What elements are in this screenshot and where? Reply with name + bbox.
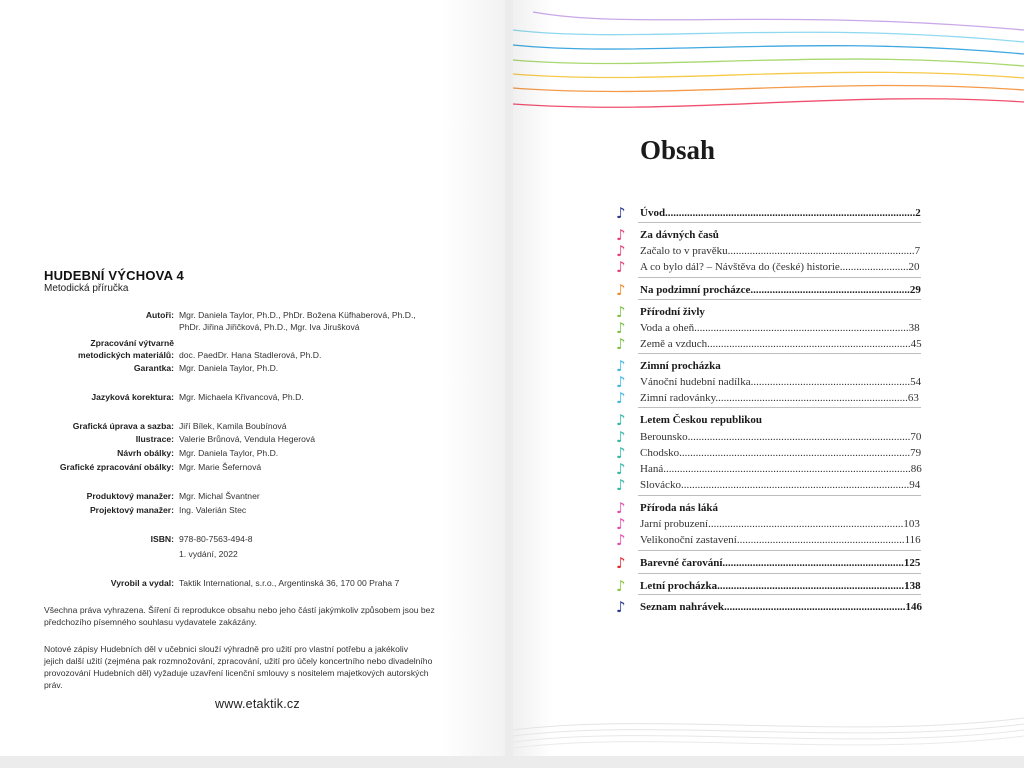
music-note-icon: ♪ xyxy=(616,428,626,446)
toc-entry-label: Začalo to v pravěku....................................................................7 xyxy=(640,245,921,257)
website-link[interactable]: www.etaktik.cz xyxy=(215,697,300,711)
toc-entry[interactable] xyxy=(613,359,923,374)
credit-value: Mgr. Daniela Taylor, Ph.D. xyxy=(179,448,279,458)
credit-label: Zpracování výtvarně xyxy=(90,338,174,348)
toc-entry[interactable] xyxy=(613,375,923,390)
toc-separator xyxy=(638,353,921,354)
toc-entry-label: Slovácko...................................................................................94 xyxy=(640,479,921,491)
credit-value: Mgr. Daniela Taylor, Ph.D., PhDr. Božena Küfhaberová, Ph.D., xyxy=(179,310,416,320)
toc-entry-label: A co bylo dál? – Návštěva do (české) historie.........................20 xyxy=(640,261,920,273)
credit-value: Mgr. Michaela Křivancová, Ph.D. xyxy=(179,392,304,402)
toc-entry-label: Seznam nahrávek..................................................................146 xyxy=(640,601,923,613)
music-note-icon: ♪ xyxy=(616,531,626,549)
credit-value: Jiří Bílek, Kamila Boubínová xyxy=(179,421,287,431)
toc-separator xyxy=(638,594,921,595)
music-note-icon: ♪ xyxy=(616,204,626,222)
toc-entry-label: Barevné čarování..................................................................125 xyxy=(640,557,921,569)
wave-line xyxy=(533,12,1024,30)
toc-entry-label: Voda a oheň..............................................................................38 xyxy=(640,322,920,334)
toc-entry[interactable] xyxy=(613,228,923,243)
notice-line: Notové zápisy Hudebních děl v učebnici slouží výhradně pro užití pro vlastní potřebu a jakékoliv xyxy=(44,644,409,654)
credit-label: Garantka: xyxy=(133,363,174,373)
toc-entry[interactable] xyxy=(613,600,923,615)
wave-line xyxy=(513,30,1024,42)
notice-line: práv. xyxy=(44,680,63,690)
toc-entry[interactable] xyxy=(613,337,923,352)
music-note-icon: ♪ xyxy=(616,389,626,407)
credit-value: Valerie Brůnová, Vendula Hegerová xyxy=(179,434,315,444)
toc-entry-label: Velikonoční zastavení.............................................................116 xyxy=(640,534,921,546)
music-note-icon: ♪ xyxy=(616,476,626,494)
copyright-notice xyxy=(44,643,484,691)
music-note-icon: ♪ xyxy=(616,598,626,616)
toc-separator xyxy=(638,550,921,551)
music-note-icon: ♪ xyxy=(616,242,626,260)
credit-value: PhDr. Jiřina Jiřičková, Ph.D., Mgr. Iva Jirušková xyxy=(179,322,360,332)
rights-notice xyxy=(44,604,484,628)
toc-entry-label: Za dávných časů xyxy=(640,229,719,241)
toc-entry[interactable] xyxy=(613,430,923,445)
toc-entry[interactable] xyxy=(613,283,923,298)
toc-entry-label: Letní procházka....................................................................138 xyxy=(640,580,921,592)
credit-label: Autoři: xyxy=(145,310,174,320)
toc-entry-label: Přírodní živly xyxy=(640,306,705,318)
music-note-icon: ♪ xyxy=(616,577,626,595)
wave-line xyxy=(513,85,1024,91)
toc-entry[interactable] xyxy=(613,206,923,221)
toc-entry[interactable] xyxy=(613,533,923,548)
toc-entry[interactable] xyxy=(613,501,923,516)
toc-separator xyxy=(638,299,921,300)
credit-label: Vyrobil a vydal: xyxy=(110,578,174,588)
right-gutter-shadow xyxy=(513,0,553,756)
music-note-icon: ♪ xyxy=(616,258,626,276)
music-note-icon: ♪ xyxy=(616,515,626,533)
toc-separator xyxy=(638,407,921,408)
toc-entry-label: Vánoční hudební nadílka..........................................................54 xyxy=(640,376,922,388)
credit-value: doc. PaedDr. Hana Stadlerová, Ph.D. xyxy=(179,350,322,360)
credit-value: Ing. Valerián Stec xyxy=(179,505,247,515)
credit-value: 1. vydání, 2022 xyxy=(179,549,238,559)
toc-entry-label: Na podzimní procházce..........................................................29 xyxy=(640,284,921,296)
toc-entry-label: Zimní procházka xyxy=(640,360,721,372)
music-note-icon: ♪ xyxy=(616,554,626,572)
music-note-icon: ♪ xyxy=(616,303,626,321)
toc-entry[interactable] xyxy=(613,446,923,461)
music-note-icon: ♪ xyxy=(616,319,626,337)
toc-separator xyxy=(638,222,921,223)
toc-title: Obsah xyxy=(640,135,716,165)
credit-label: Grafické zpracování obálky: xyxy=(59,462,174,472)
toc-separator xyxy=(638,277,921,278)
toc-entry[interactable] xyxy=(613,462,923,477)
toc-entry[interactable] xyxy=(613,478,923,493)
credit-value: Mgr. Michal Švantner xyxy=(179,491,260,501)
credit-label: Grafická úprava a sazba: xyxy=(72,421,174,431)
toc-entry-label: Příroda nás láká xyxy=(640,502,719,514)
music-note-icon: ♪ xyxy=(616,411,626,429)
music-note-icon: ♪ xyxy=(616,444,626,462)
credit-label: Produktový manažer: xyxy=(86,491,174,501)
toc-entry[interactable] xyxy=(613,579,923,594)
music-note-icon: ♪ xyxy=(616,460,626,478)
toc-separator xyxy=(638,495,921,496)
rainbow-waves-decoration xyxy=(513,0,1024,120)
credit-label: ISBN: xyxy=(150,534,174,544)
music-note-icon: ♪ xyxy=(616,373,626,391)
book-subtitle: Metodická příručka xyxy=(44,283,129,294)
credit-label: Ilustrace: xyxy=(135,434,174,444)
grey-waves-decoration xyxy=(513,700,1024,756)
toc-entry-label: Berounsko.................................................................................70 xyxy=(640,431,922,443)
toc-separator xyxy=(638,573,921,574)
toc-entry[interactable] xyxy=(613,260,923,275)
wave-line xyxy=(513,99,1024,107)
toc-entry-label: Úvod...........................................................................................2 xyxy=(640,207,921,219)
credit-value: Taktik International, s.r.o., Argentinská 36, 170 00 Praha 7 xyxy=(179,578,400,588)
notice-line: provozování Hudebních děl) vyžaduje uzavření licenční smlouvy s nositelem majetkových autorských xyxy=(44,668,429,678)
toc-entry[interactable] xyxy=(613,321,923,336)
credit-value: Mgr. Daniela Taylor, Ph.D. xyxy=(179,363,279,373)
toc-entry[interactable] xyxy=(613,305,923,320)
credit-label: Návrh obálky: xyxy=(117,448,174,458)
wave-line xyxy=(513,72,1024,78)
toc-entry-label: Haná..........................................................................................86 xyxy=(640,463,922,475)
notice-line: jejich další užití (zejména pak rozmnožování, zpracování, užití pro účely koncertního nebo divadelního xyxy=(44,656,433,666)
toc-entry[interactable] xyxy=(613,244,923,259)
toc-entry-label: Země a vzduch..........................................................................45 xyxy=(640,338,922,350)
toc-entry[interactable] xyxy=(613,413,923,428)
music-note-icon: ♪ xyxy=(616,226,626,244)
wave-line xyxy=(513,59,1024,66)
music-note-icon: ♪ xyxy=(616,499,626,517)
toc-entry[interactable] xyxy=(613,517,923,532)
credit-value: 978-80-7563-494-8 xyxy=(179,534,253,544)
toc-entry[interactable] xyxy=(613,391,923,406)
toc-entry-label: Zimní radovánky......................................................................63 xyxy=(640,392,919,404)
toc-entry-label: Chodsko....................................................................................79 xyxy=(640,447,922,459)
credit-label: metodických materiálů: xyxy=(78,350,174,360)
wave-line xyxy=(513,45,1024,54)
rights-line: Všechna práva vyhrazena. Šíření či reprodukce obsahu nebo jeho částí jakýmkoliv způsobem jsou bez xyxy=(44,605,435,615)
book-title: HUDEBNÍ VÝCHOVA 4 xyxy=(44,268,184,283)
toc-entry[interactable] xyxy=(613,556,923,571)
credit-label: Projektový manažer: xyxy=(89,505,174,515)
toc-entry-label: Letem Českou republikou xyxy=(640,414,763,426)
music-note-icon: ♪ xyxy=(616,281,626,299)
music-note-icon: ♪ xyxy=(616,357,626,375)
rights-line: předchozího písemného souhlasu vydavatele zakázány. xyxy=(44,617,257,627)
left-page xyxy=(0,0,505,756)
credit-label: Jazyková korektura: xyxy=(91,392,174,402)
credit-value: Mgr. Marie Šefernová xyxy=(179,462,262,472)
toc-entry-label: Jarní probuzení.......................................................................103 xyxy=(640,518,920,530)
music-note-icon: ♪ xyxy=(616,335,626,353)
